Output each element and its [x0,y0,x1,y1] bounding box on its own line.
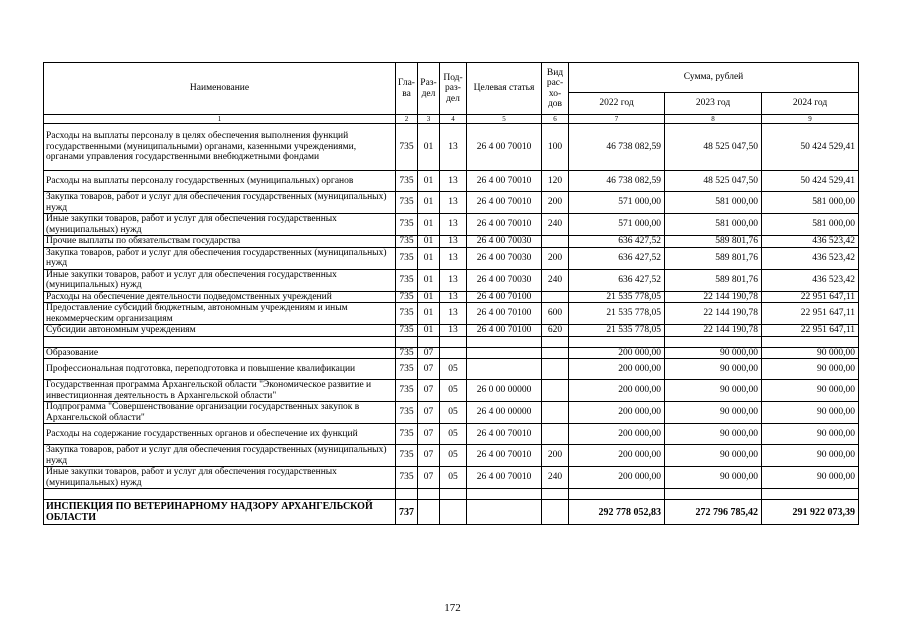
row-glava: 735 [396,325,418,337]
row-target: 26 4 00 70010 [467,171,542,192]
row-sum-2024: 50 424 529,41 [762,124,859,171]
row-sum-2024: 22 951 647,11 [762,303,859,325]
header-year-2022: 2022 год [569,93,665,115]
row-vid [542,359,569,380]
row-sum-2022: 200 000,00 [569,424,665,445]
header-vid: Вид рас-хо-дов [542,63,569,115]
row-sum-2023: 581 000,00 [665,192,762,214]
row-podrazdel: 13 [440,192,467,214]
row-sum-2022: 46 738 082,59 [569,124,665,171]
row-sum-2022: 21 535 778,05 [569,303,665,325]
row-sum-2024: 90 000,00 [762,467,859,489]
row-vid: 240 [542,269,569,291]
table-row [44,380,859,402]
row-razdel: 01 [418,192,440,214]
row-sum-2024: 50 424 529,41 [762,171,859,192]
row-vid: 600 [542,303,569,325]
row-vid: 240 [542,214,569,236]
row-razdel: 01 [418,214,440,236]
row-target: 26 4 00 70100 [467,303,542,325]
row-podrazdel: 13 [440,247,467,269]
table-row [44,467,859,489]
row-podrazdel: 05 [440,380,467,402]
row-vid: 200 [542,445,569,467]
row-sum-2022: 200 000,00 [569,445,665,467]
row-vid [542,347,569,359]
row-sum-2022: 200 000,00 [569,359,665,380]
row-target: 26 4 00 70010 [467,424,542,445]
row-sum-2022: 636 427,52 [569,247,665,269]
row-name: Расходы на содержание государственных органов и обеспечение их функций [44,424,396,445]
row-razdel [418,336,440,347]
row-sum-2023: 581 000,00 [665,214,762,236]
header-name: Наименование [44,63,396,115]
row-sum-2023: 48 525 047,50 [665,124,762,171]
row-podrazdel: 05 [440,424,467,445]
row-podrazdel: 13 [440,171,467,192]
row-sum-2023: 90 000,00 [665,402,762,424]
row-target: 26 4 00 70100 [467,291,542,303]
col-number: 6 [542,115,569,124]
row-podrazdel: 05 [440,359,467,380]
row-vid: 100 [542,124,569,171]
header-target: Целевая статья [467,63,542,115]
row-glava: 735 [396,347,418,359]
row-sum-2024: 436 523,42 [762,236,859,248]
header-sum: Сумма, рублей [569,63,859,93]
row-vid [542,489,569,500]
row-razdel: 01 [418,236,440,248]
row-podrazdel [440,500,467,525]
col-number: 7 [569,115,665,124]
table-row [44,445,859,467]
col-number: 5 [467,115,542,124]
row-podrazdel: 13 [440,303,467,325]
row-sum-2023: 22 144 190,78 [665,291,762,303]
row-glava: 735 [396,402,418,424]
row-target: 26 4 00 70030 [467,236,542,248]
row-name: Расходы на выплаты персоналу государственных (муниципальных) органов [44,171,396,192]
row-glava: 735 [396,192,418,214]
row-glava: 735 [396,214,418,236]
row-razdel: 01 [418,291,440,303]
row-sum-2023 [665,489,762,500]
row-podrazdel: 05 [440,402,467,424]
row-sum-2024: 90 000,00 [762,347,859,359]
row-sum-2023: 90 000,00 [665,445,762,467]
row-glava: 737 [396,500,418,525]
row-sum-2024: 436 523,42 [762,247,859,269]
row-podrazdel: 13 [440,291,467,303]
row-target: 26 4 00 70030 [467,247,542,269]
row-sum-2023: 90 000,00 [665,359,762,380]
row-razdel: 07 [418,445,440,467]
col-number: 9 [762,115,859,124]
row-razdel: 01 [418,124,440,171]
row-sum-2022: 571 000,00 [569,214,665,236]
row-target: 26 4 00 70010 [467,467,542,489]
row-name: Подпрограмма "Совершенствование организации государственных закупок в Архангельской области" [44,402,396,424]
row-sum-2022: 636 427,52 [569,236,665,248]
col-number: 4 [440,115,467,124]
table-row [44,336,859,347]
row-sum-2024: 90 000,00 [762,380,859,402]
row-glava: 735 [396,359,418,380]
row-target [467,347,542,359]
row-target [467,489,542,500]
row-glava: 735 [396,380,418,402]
row-razdel: 07 [418,347,440,359]
row-glava: 735 [396,124,418,171]
row-glava: 735 [396,247,418,269]
row-vid [542,336,569,347]
table-row [44,402,859,424]
row-podrazdel: 13 [440,325,467,337]
row-sum-2023: 22 144 190,78 [665,303,762,325]
table-row [44,214,859,236]
row-sum-2024: 90 000,00 [762,359,859,380]
row-razdel: 01 [418,171,440,192]
row-razdel: 07 [418,467,440,489]
row-razdel: 01 [418,247,440,269]
row-name: Иные закупки товаров, работ и услуг для обеспечения государственных (муниципальных) нужд [44,467,396,489]
row-sum-2023: 589 801,76 [665,236,762,248]
row-sum-2022: 200 000,00 [569,347,665,359]
row-sum-2023: 272 796 785,42 [665,500,762,525]
row-sum-2024: 22 951 647,11 [762,291,859,303]
row-name: Профессиональная подготовка, переподготовка и повышение квалификации [44,359,396,380]
row-name: Предоставление субсидий бюджетным, автономным учреждениям и иным некоммерческим организациям [44,303,396,325]
header-podrazdel: Под-раз-дел [440,63,467,115]
row-razdel: 07 [418,424,440,445]
col-number: 8 [665,115,762,124]
row-target: 26 4 00 70030 [467,269,542,291]
table-row [44,291,859,303]
header-year-2024: 2024 год [762,93,859,115]
row-vid: 200 [542,247,569,269]
row-sum-2024 [762,336,859,347]
table-row [44,247,859,269]
row-sum-2023: 90 000,00 [665,467,762,489]
row-glava: 735 [396,467,418,489]
row-sum-2024: 22 951 647,11 [762,325,859,337]
row-podrazdel [440,347,467,359]
row-razdel: 01 [418,303,440,325]
row-sum-2024: 581 000,00 [762,192,859,214]
table-row [44,359,859,380]
row-razdel: 07 [418,402,440,424]
row-target: 26 4 00 70010 [467,214,542,236]
page-number: 172 [444,602,461,614]
table-row [44,124,859,171]
budget-table-container [43,62,858,525]
row-sum-2024: 90 000,00 [762,424,859,445]
budget-table [43,62,859,525]
row-podrazdel: 13 [440,124,467,171]
row-sum-2022 [569,336,665,347]
row-vid: 120 [542,171,569,192]
row-sum-2022: 571 000,00 [569,192,665,214]
row-glava [396,336,418,347]
table-row [44,500,859,525]
table-row [44,347,859,359]
row-name: Иные закупки товаров, работ и услуг для обеспечения государственных (муниципальных) нужд [44,269,396,291]
row-vid: 240 [542,467,569,489]
row-razdel [418,489,440,500]
table-row [44,325,859,337]
col-number: 3 [418,115,440,124]
row-name: Закупка товаров, работ и услуг для обеспечения государственных (муниципальных) нужд [44,192,396,214]
row-sum-2024: 90 000,00 [762,402,859,424]
row-sum-2023 [665,336,762,347]
row-vid: 200 [542,192,569,214]
row-name [44,489,396,500]
row-glava: 735 [396,303,418,325]
row-razdel: 07 [418,359,440,380]
row-sum-2022: 292 778 052,83 [569,500,665,525]
row-sum-2023: 48 525 047,50 [665,171,762,192]
row-target: 26 4 00 70010 [467,445,542,467]
row-podrazdel: 05 [440,445,467,467]
row-target: 26 0 00 00000 [467,380,542,402]
row-podrazdel: 13 [440,269,467,291]
table-row [44,192,859,214]
row-razdel: 01 [418,269,440,291]
row-sum-2022: 200 000,00 [569,467,665,489]
row-sum-2022: 200 000,00 [569,402,665,424]
row-sum-2022: 21 535 778,05 [569,325,665,337]
row-podrazdel: 13 [440,214,467,236]
row-sum-2023: 90 000,00 [665,424,762,445]
row-sum-2024: 90 000,00 [762,445,859,467]
row-sum-2024: 581 000,00 [762,214,859,236]
row-sum-2023: 589 801,76 [665,247,762,269]
row-name: Государственная программа Архангельской области "Экономическое развитие и инвестиционная деятельность в Архангельской области" [44,380,396,402]
column-numbers-row [44,115,859,124]
row-vid [542,380,569,402]
row-sum-2022: 636 427,52 [569,269,665,291]
row-vid: 620 [542,325,569,337]
row-sum-2022 [569,489,665,500]
header-razdel: Раз-дел [418,63,440,115]
row-name: Закупка товаров, работ и услуг для обеспечения государственных (муниципальных) нужд [44,247,396,269]
row-podrazdel [440,489,467,500]
table-body [44,124,859,525]
table-row [44,424,859,445]
row-glava: 735 [396,171,418,192]
row-name: ИНСПЕКЦИЯ ПО ВЕТЕРИНАРНОМУ НАДЗОРУ АРХАНГЕЛЬСКОЙ ОБЛАСТИ [44,500,396,525]
row-target [467,500,542,525]
row-sum-2022: 46 738 082,59 [569,171,665,192]
row-glava: 735 [396,445,418,467]
row-target: 26 4 00 70010 [467,192,542,214]
table-row [44,171,859,192]
row-razdel [418,500,440,525]
row-vid [542,424,569,445]
row-vid [542,291,569,303]
row-vid [542,236,569,248]
table-row [44,303,859,325]
row-name [44,336,396,347]
row-target: 26 4 00 70010 [467,124,542,171]
row-sum-2024 [762,489,859,500]
row-target [467,359,542,380]
row-podrazdel: 05 [440,467,467,489]
row-glava: 735 [396,269,418,291]
header-year-2023: 2023 год [665,93,762,115]
row-name: Иные закупки товаров, работ и услуг для обеспечения государственных (муниципальных) нужд [44,214,396,236]
row-glava [396,489,418,500]
row-sum-2023: 589 801,76 [665,269,762,291]
row-sum-2023: 22 144 190,78 [665,325,762,337]
row-sum-2022: 21 535 778,05 [569,291,665,303]
row-name: Закупка товаров, работ и услуг для обеспечения государственных (муниципальных) нужд [44,445,396,467]
row-vid [542,500,569,525]
row-name: Субсидии автономным учреждениям [44,325,396,337]
row-name: Расходы на выплаты персоналу в целях обеспечения выполнения функций государственными (муниципальными) органами, казенными учреждениями, органами управления государственными внебюджетными фондами [44,124,396,171]
row-glava: 735 [396,291,418,303]
col-number: 1 [44,115,396,124]
table-row [44,489,859,500]
col-number: 2 [396,115,418,124]
row-sum-2022: 200 000,00 [569,380,665,402]
row-target: 26 4 00 00000 [467,402,542,424]
row-name: Образование [44,347,396,359]
row-sum-2024: 291 922 073,39 [762,500,859,525]
table-row [44,236,859,248]
row-target: 26 4 00 70100 [467,325,542,337]
row-name: Расходы на обеспечение деятельности подведомственных учреждений [44,291,396,303]
row-podrazdel [440,336,467,347]
row-sum-2023: 90 000,00 [665,347,762,359]
row-target [467,336,542,347]
row-podrazdel: 13 [440,236,467,248]
row-glava: 735 [396,424,418,445]
row-glava: 735 [396,236,418,248]
header-glava: Гла-ва [396,63,418,115]
row-razdel: 07 [418,380,440,402]
row-sum-2023: 90 000,00 [665,380,762,402]
row-razdel: 01 [418,325,440,337]
table-row [44,269,859,291]
row-name: Прочие выплаты по обязательствам государства [44,236,396,248]
row-sum-2024: 436 523,42 [762,269,859,291]
row-vid [542,402,569,424]
